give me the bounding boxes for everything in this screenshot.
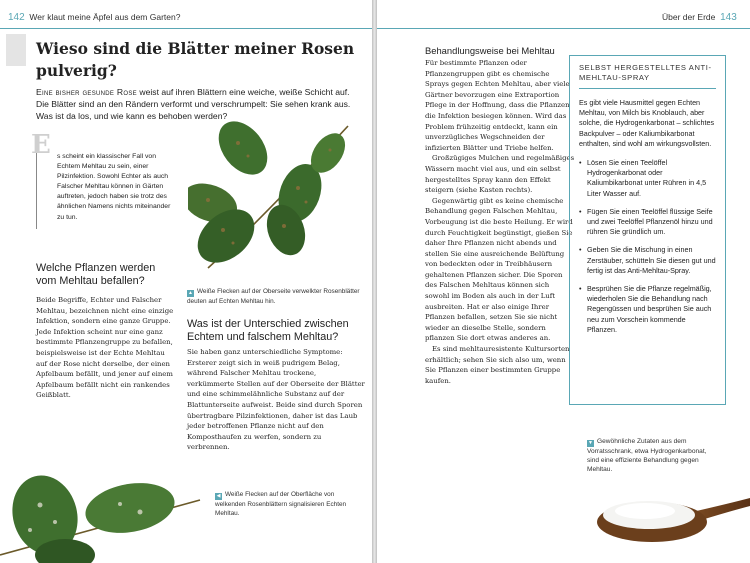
right-running-head-text: Über der Erde xyxy=(662,12,716,22)
section-welche-pflanzen xyxy=(36,262,176,401)
left-running-head-text: Wer klaut meine Äpfel aus dem Garten? xyxy=(29,12,181,22)
section-unterschied xyxy=(187,318,365,453)
section1-text: Beide Begriffe, Echter und Falscher Mehltau, bezeichnen nicht eine einzige Infektion, sondern eine ganze Gruppe. Jede Infektion scheint nur eine ganz bestimmte Pflanzengruppe zu befallen, beispielsweise ist der Echte Mehltau auf der Rose nicht derselbe, der einen Apfelbaum befällt, und jener auf einem Apfelbaum befällt nicht ein rankendes Geißblatt. xyxy=(36,296,174,400)
spray-recipe-box xyxy=(569,55,726,405)
section1-heading: Welche Pflanzen werden vom Mehltau befallen? xyxy=(36,262,156,287)
treatment-paragraph: Es sind mehltauresistente Kultursorten erhältlich; sehen Sie sich also um, wenn Sie Pflanzen einer bestimmten Gruppe kaufen. xyxy=(425,345,570,385)
treatment-text xyxy=(425,58,575,386)
treatment-paragraph: Für bestimmte Pflanzen oder Pflanzengruppen gibt es chemische Sprays gegen Echten Mehltau, aber viele Gärtner bevorzugen eine Extraportion Pflege in der Hoffnung, dass die Pflanzen die Infektion besiegen können. Wird das Problem frühzeitig entdeckt, kann ein unverzügliches Wegschneiden der infizierten Blätter und Triebe helfen. xyxy=(425,59,570,152)
callout-text: s scheint ein klassischer Fall von Echtem Mehltau zu sein, einer Pilzinfektion. Sowohl Echter als auch Falscher Mehltau können in Gärten auftreten, jedoch haben sie trotz des ähnlichen Namens nichts miteinander zu tun. xyxy=(57,153,171,221)
right-page xyxy=(377,0,750,563)
left-running-head xyxy=(8,12,180,23)
spray-steps-list xyxy=(579,158,716,335)
left-header-rule xyxy=(0,28,372,29)
caption-bottom xyxy=(215,490,365,518)
right-header-rule xyxy=(377,28,750,29)
treatment-paragraph: Gegenwärtig gibt es keine chemische Behandlung gegen Falschen Mehltau, Vorbeugung ist die beste Heilung. Er wird durch Feuchtigkeit begünstigt, gießen Sie daher Ihre Pflanzen nicht abends und stellen Sie eine ausreichende Belüftung von bedeckten oder in Treibhäusern gehaltenen Pflanzen sicher. Die Sporen des Falschen Mehltaus können sich sowohl im Boden als auch in der Luft ausbreiten. Hat er also einige Ihrer Pflanzen befallen, setzen Sie sie nicht wieder an dieselbe Stelle, sondern pflanzen Sie dort etwas anderes an. xyxy=(425,196,573,343)
rose-leaf-image-top xyxy=(188,118,358,276)
caption-spoon xyxy=(587,437,717,475)
rose-leaf-image-bottom xyxy=(0,460,205,563)
spray-step: • Geben Sie die Mischung in einen Zerstäuber, schütteln Sie diesen gut und fertig ist das Anti-Mehltau-Spray. xyxy=(579,245,716,276)
treatment-column xyxy=(425,45,575,386)
caption-spoon-text: Gewöhnliche Zutaten aus dem Vorratsschrank, etwa Hydrogenkarbonat, sind eine effiziente Behandlung gegen Mehltau. xyxy=(587,438,707,474)
baking-soda-spoon-image xyxy=(597,482,750,552)
caption-arrow-icon: ◀ xyxy=(216,493,221,499)
left-page-number: 142 xyxy=(8,12,25,23)
treatment-paragraph: Großzügiges Mulchen und regelmäßiges Wässern macht viel aus, und ein selbst hergestelltes Spray kann den Effekt steigern (siehe Kasten rechts). xyxy=(425,154,575,195)
section2-text: Sie haben ganz unterschiedliche Symptome: Ersterer zeigt sich in weiß pudrigem Belag, während Falscher Mehltau trockene, verkümmerte Stellen auf der Oberseite der Blätter und eine schimmelähnliche Substanz auf der Blattunterseite aufweist. Beide sind durch Sporen übertragbare Pilzinfektionen, daher ist das Laub jeder betroffenen Pflanze nicht auf den Komposthaufen zu werfen, sondern zu verbrennen. xyxy=(187,348,365,452)
caption-top xyxy=(187,287,362,306)
caption-top-text: Weiße Flecken auf der Oberseite verwelkter Rosenblätter deuten auf Echten Mehltau hin. xyxy=(187,288,360,305)
caption-arrow-icon: ▲ xyxy=(188,290,193,296)
section2-heading: Was ist der Unterschied zwischen Echtem und falschem Mehltau? xyxy=(187,318,349,343)
title-wrap xyxy=(8,38,358,82)
spray-step: • Lösen Sie einen Teelöffel Hydrogenkarbonat oder Kaliumbikarbonat unter Rühren in 4,5 Liter Wasser auf. xyxy=(579,158,716,199)
right-running-head xyxy=(662,12,737,23)
left-page xyxy=(0,0,372,563)
spray-step: • Besprühen Sie die Pflanze regelmäßig, wiederholen Sie die Behandlung nach Regengüssen und besprühen Sie auch neu zum Vorschein kommende Pflanzen. xyxy=(579,284,716,335)
spray-box-title: SELBST HERGESTELLTES ANTI-MEHLTAU-SPRAY xyxy=(579,63,716,89)
right-page-number: 143 xyxy=(720,12,737,23)
caption-arrow-icon: ▼ xyxy=(588,440,593,446)
treatment-heading: Behandlungsweise bei Mehltau xyxy=(425,45,555,56)
intro-rest: weist auf ihren Blättern eine weiche, weiße Schicht auf. Die Blätter sind an den Rändern verformt und verschrumpelt: Sie sehen krank aus. Was ist da los, und wie kann es behoben werden? xyxy=(36,87,351,122)
callout-box xyxy=(31,130,176,229)
intro-lead: Eine bisher gesunde Rose xyxy=(36,87,137,97)
spray-box-intro: Es gibt viele Hausmittel gegen Echten Mehltau, von Milch bis Knoblauch, aber solche, die Hydrogenkarbonat – schlichtes Backpulver – oder Kaliumbikarbonat enthalten, sind wohl am wirkungsvollsten. xyxy=(579,98,715,148)
callout-dropcap: E xyxy=(31,130,51,160)
spray-step: • Fügen Sie einen Teelöffel flüssige Seife und zwei Teelöffel Pflanzenöl hinzu und rühren Sie gründlich um. xyxy=(579,207,716,238)
caption-bottom-text: Weiße Flecken auf der Oberfläche von welkenden Rosenblättern signalisieren Echten Mehltau. xyxy=(215,491,347,517)
page-title: Wieso sind die Blätter meiner Rosen pulverig? xyxy=(36,39,355,80)
